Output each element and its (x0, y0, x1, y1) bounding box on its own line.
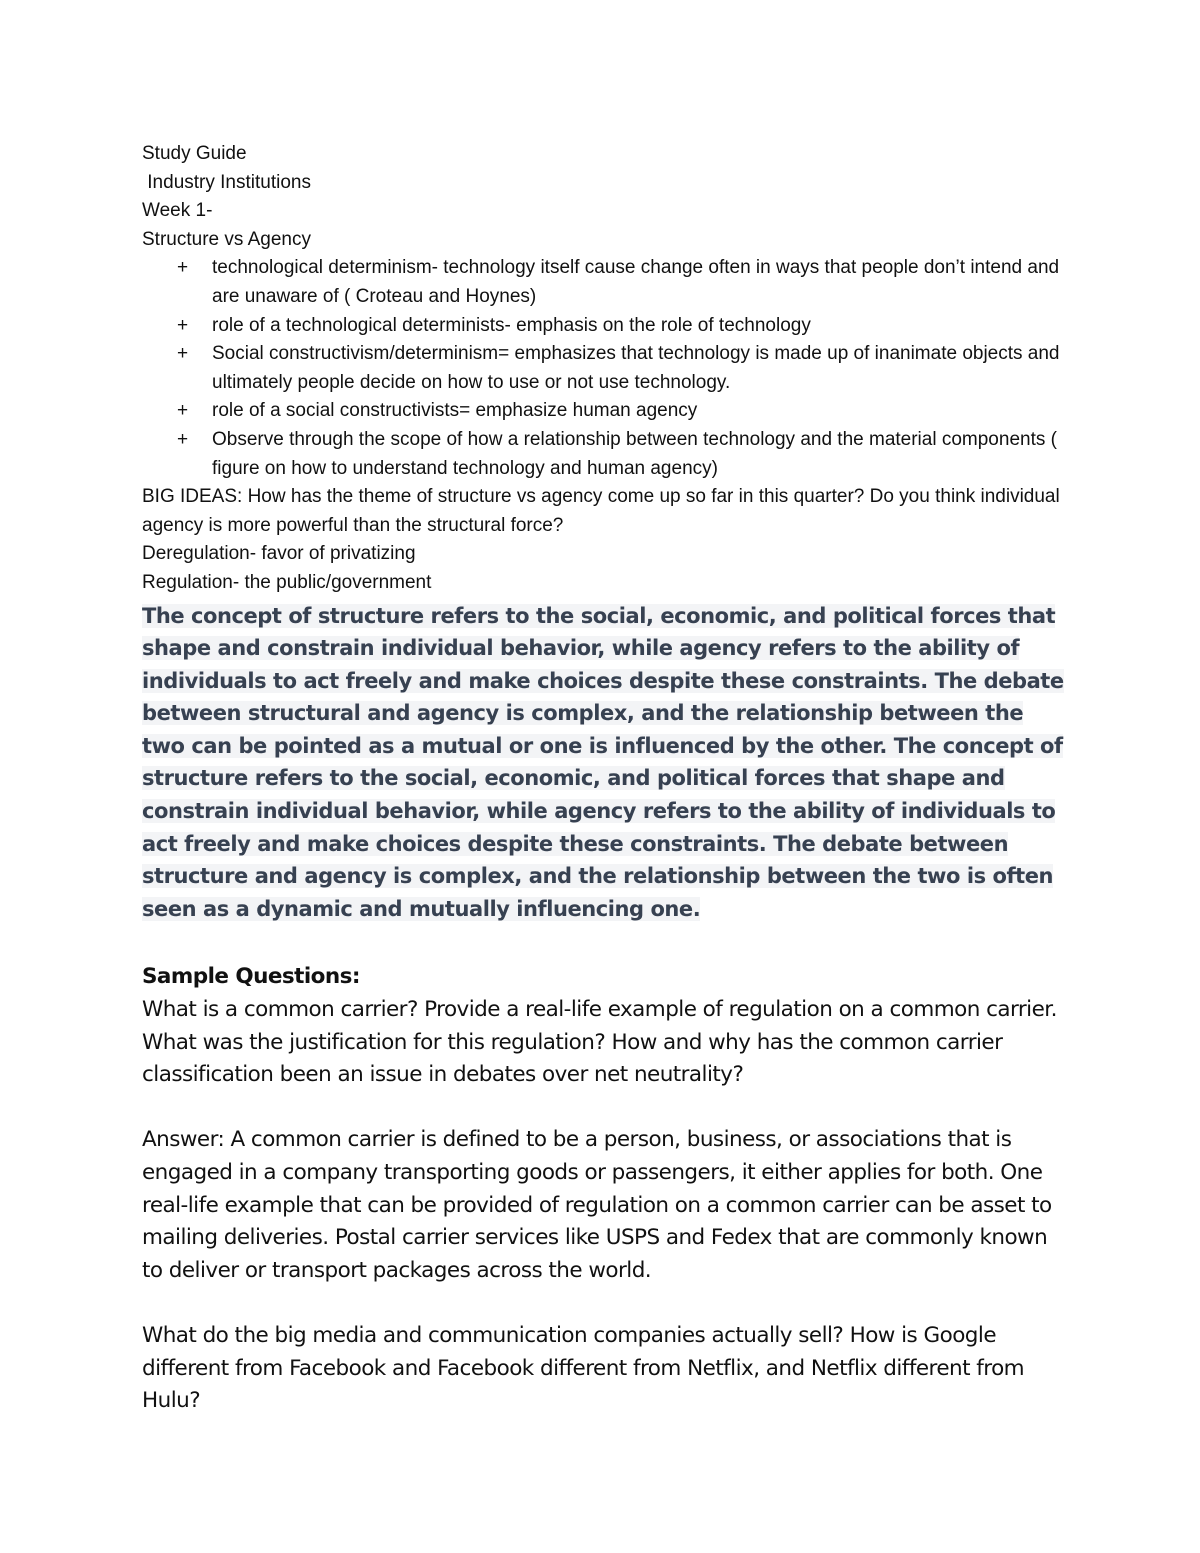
list-item: + role of a social constructivists= emphasize human agency (142, 397, 1072, 426)
summary-paragraph: The concept of structure refers to the social, economic, and political forces that shape and constrain individual behavior, while agency refers to the ability of individuals to act freely and make choices despite these constraints. The debate between structural and agency is complex, and the relationship between the two can be pointed as a mutual or one is influenced by the other. The concept of structure refers to the social, economic, and political forces that shape and constrain individual behavior, while agency refers to the ability of individuals to act freely and make choices despite these constraints. The debate between structure and agency is complex, and the relationship between the two is often seen as a dynamic and mutually influencing one. (142, 603, 1064, 921)
plus-bullet-icon: + (177, 257, 189, 279)
question-2: What do the big media and communication companies actually sell? How is Google different from Facebook and Facebook different from Netflix, and Netflix different from Hulu? (142, 1322, 1025, 1414)
list-item: + technological determinism- technology itself cause change often in ways that people don’t intend and are unaware of ( Croteau and Hoynes) (142, 254, 1072, 311)
plus-bullet-icon: + (177, 314, 189, 336)
list-item: + Social constructivism/determinism= emphasizes that technology is made up of inanimate objects and ultimately people decide on how to use or not use technology. (142, 340, 1072, 397)
question-1: What is a common carrier? Provide a real-life example of regulation on a common carrier. What was the justification for this regulation? How and why has the common carrier classification been an issue in debates over net neutrality? (142, 997, 1057, 1088)
big-ideas-text: BIG IDEAS: How has the theme of structure vs agency come up so far in this quarter? Do you think individual agency is more powerful than the structural force? (142, 486, 1060, 536)
deregulation-text: Deregulation- favor of privatizing (142, 543, 416, 565)
plus-bullet-icon: + (177, 400, 189, 422)
course-name: Industry Institutions (142, 171, 311, 193)
regulation-text: Regulation- the public/government (142, 571, 432, 593)
document-page (142, 140, 1072, 1418)
topic-heading: Structure vs Agency (142, 228, 311, 250)
list-item: + role of a technological determinists- emphasis on the role of technology (142, 312, 1072, 341)
doc-title: Study Guide (142, 143, 247, 164)
plus-bullet-icon: + (177, 343, 189, 365)
answer-1: Answer: A common carrier is defined to be a person, business, or associations that is engaged in a company transporting goods or passengers, it either applies for both. One real-life example that can be provided of regulation on a common carrier can be asset to mailing deliveries. Postal carrier services like USPS and Fedex that are commonly known to deliver or transport packages across the world. (142, 1127, 1052, 1283)
week-label: Week 1- (142, 200, 213, 222)
plus-bullet-icon: + (177, 428, 189, 450)
list-item: + Observe through the scope of how a relationship between technology and the material components ( figure on how to understand technology and human agency) (142, 426, 1072, 483)
sample-questions-heading: Sample Questions: (142, 964, 360, 990)
concept-bullet-list (142, 254, 1072, 483)
